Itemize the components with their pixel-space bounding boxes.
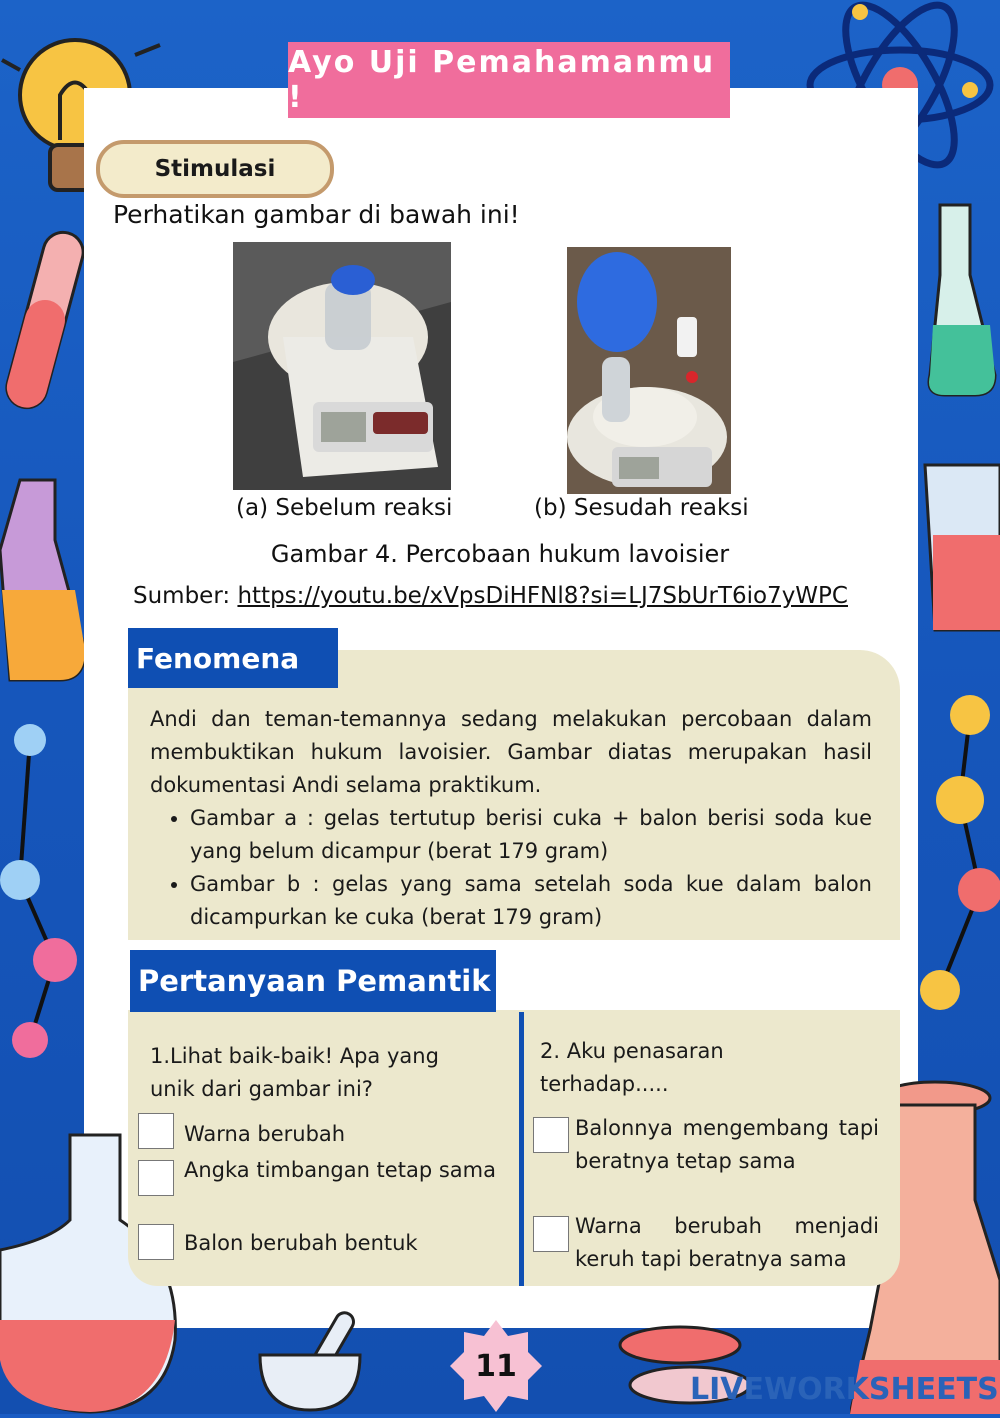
q1-option-2-checkbox[interactable] — [138, 1160, 174, 1196]
q1-option-1-checkbox[interactable] — [138, 1113, 174, 1149]
fenomena-bullet-b: • Gambar b : gelas yang sama setelah soda kue dalam balon dicampurkan ke cuka (berat 179 gram) — [190, 868, 872, 934]
caption-before: (a) Sebelum reaksi — [236, 495, 453, 521]
q2-option-1-checkbox[interactable] — [533, 1117, 569, 1153]
instruction-text: Perhatikan gambar di bawah ini! — [113, 200, 520, 229]
q1-option-3-checkbox[interactable] — [138, 1224, 174, 1260]
pemantik-heading: Pertanyaan Pemantik — [130, 950, 496, 1012]
page-number-badge — [448, 1318, 544, 1414]
question-1-number: 1. — [150, 1044, 171, 1068]
page-number: 11 — [475, 1348, 517, 1384]
source-link[interactable]: https://youtu.be/xVpsDiHFNl8?si=LJ7SbUrT6io7yWPC — [237, 583, 848, 609]
fenomena-heading: Fenomena — [128, 628, 338, 688]
fenomena-intro: Andi dan teman-temannya sedang melakukan percobaan dalam membuktikan hukum lavoisier. Gambar diatas merupakan hasil dokumentasi Andi selama praktikum. — [150, 707, 872, 797]
photo-before-reaction — [233, 242, 451, 490]
q1-option-1-label: Warna berubah — [184, 1122, 346, 1146]
fenomena-list — [150, 802, 872, 934]
molecule-left-icon — [0, 720, 90, 1060]
fenomena-bullet-a: • Gambar a : gelas tertutup berisi cuka + balon berisi soda kue yang belum dicampur (berat 179 gram) — [190, 802, 872, 868]
source-prefix: Sumber: — [133, 583, 238, 609]
q2-option-2-checkbox[interactable] — [533, 1216, 569, 1252]
test-tube-icon — [0, 220, 90, 420]
page-title: Ayo Uji Pemahamanmu ! — [288, 42, 730, 118]
caption-after: (b) Sesudah reaksi — [534, 495, 749, 521]
flask-purple-icon — [0, 470, 90, 690]
question-1 — [150, 1040, 470, 1106]
stimulasi-label: Stimulasi — [96, 140, 334, 198]
mortar-pestle-icon — [250, 1310, 370, 1414]
question-2: 2. Aku penasaran terhadap..... — [540, 1039, 724, 1096]
q2-option-2-label: Warna berubah menjadi keruh tapi beratnya sama — [575, 1214, 879, 1271]
figure-caption: Gambar 4. Percobaan hukum lavoisier — [270, 540, 730, 568]
q1-option-3-label: Balon berubah bentuk — [184, 1231, 418, 1255]
q1-option-2-label: Angka timbangan tetap sama — [184, 1158, 496, 1182]
source-line — [133, 583, 848, 609]
molecule-right-icon — [910, 690, 1000, 1030]
fenomena-text — [150, 703, 872, 934]
question-1-text: Lihat baik-baik! Apa yang unik dari gambar ini? — [150, 1044, 439, 1101]
q2-option-1-label: Balonnya mengembang tapi beratnya tetap sama — [575, 1116, 879, 1173]
liveworksheets-logo: LIVEWORKSHEETS — [690, 1372, 999, 1407]
column-divider — [519, 1012, 524, 1286]
flask-green-icon — [915, 195, 1000, 405]
photo-after-reaction — [567, 247, 731, 494]
